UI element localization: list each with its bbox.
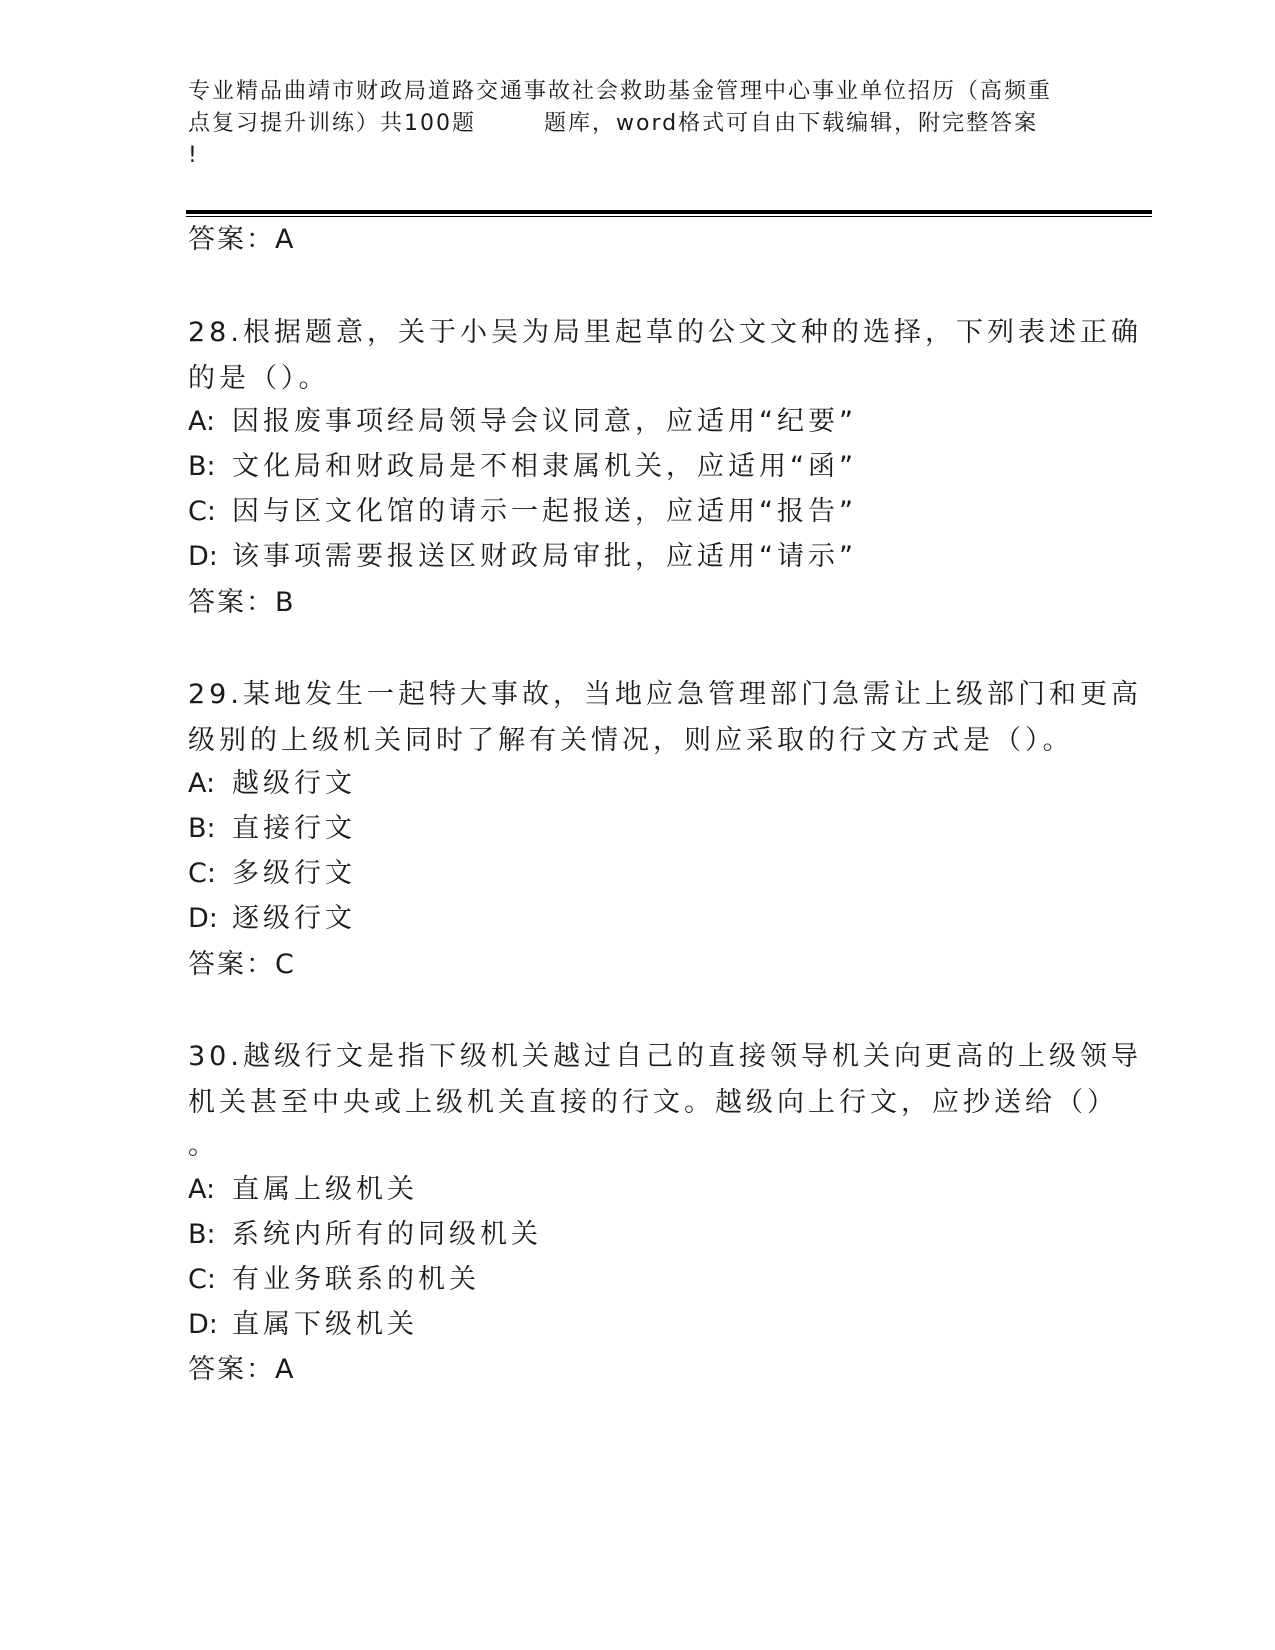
question-text-line: 机关甚至中央或上级机关直接的行文。越级向上行文，应抄送给（） [188,1087,1118,1118]
answer-27: 答案：A [188,224,296,255]
header-rule-thick [186,210,1152,214]
option-d: D: 该事项需要报送区财政局审批，应适用“请示” [188,541,857,572]
header-rule-thin [186,216,1152,217]
question-text-line: 级别的上级机关同时了解有关情况，则应采取的行文方式是（）。 [188,725,1074,756]
header-line-1: 专业精品曲靖市财政局道路交通事故社会救助基金管理中心事业单位招历（高频重 [188,79,1053,104]
option-c: C: 多级行文 [188,858,356,889]
answer-29: 答案：C [188,949,296,980]
header-line-2b: 题库，word格式可自由下载编辑，附完整答案 [544,111,1039,136]
option-d: D: 直属下级机关 [188,1309,418,1340]
question-text-line: 28.根据题意，关于小吴为局里起草的公文文种的选择，下列表述正确 [188,317,1142,348]
option-b: B: 直接行文 [188,813,356,844]
option-b: B: 系统内所有的同级机关 [188,1219,542,1250]
document-header [188,76,1088,172]
option-a: A: 越级行文 [188,768,356,799]
option-b: B: 文化局和财政局是不相隶属机关，应适用“函” [188,451,857,482]
question-text-line: 的是（）。 [188,363,330,394]
question-30-options [188,1167,542,1347]
header-line-2 [188,108,1088,140]
question-30 [188,1034,1142,1166]
header-line-2a: 点复习提升训练）共100题 [188,111,476,136]
answer-30: 答案：A [188,1354,296,1385]
option-c: C: 有业务联系的机关 [188,1264,480,1295]
question-29 [188,672,1142,764]
option-c: C: 因与区文化馆的请示一起报送，应适用“报告” [188,496,857,527]
option-d: D: 逐级行文 [188,903,356,934]
question-text-line: 29.某地发生一起特大事故，当地应急管理部门急需让上级部门和更高 [188,679,1142,710]
header-line-3: ! [188,143,199,168]
question-28 [188,310,1142,402]
answer-28: 答案：B [188,587,296,618]
option-a: A: 因报废事项经局领导会议同意，应适用“纪要” [188,406,857,437]
question-text-line: 30.越级行文是指下级机关越过自己的直接领导机关向更高的上级领导 [188,1041,1142,1072]
question-29-options [188,761,356,941]
question-28-options [188,399,857,579]
option-a: A: 直属上级机关 [188,1174,418,1205]
question-text-line: 。 [188,1130,219,1161]
